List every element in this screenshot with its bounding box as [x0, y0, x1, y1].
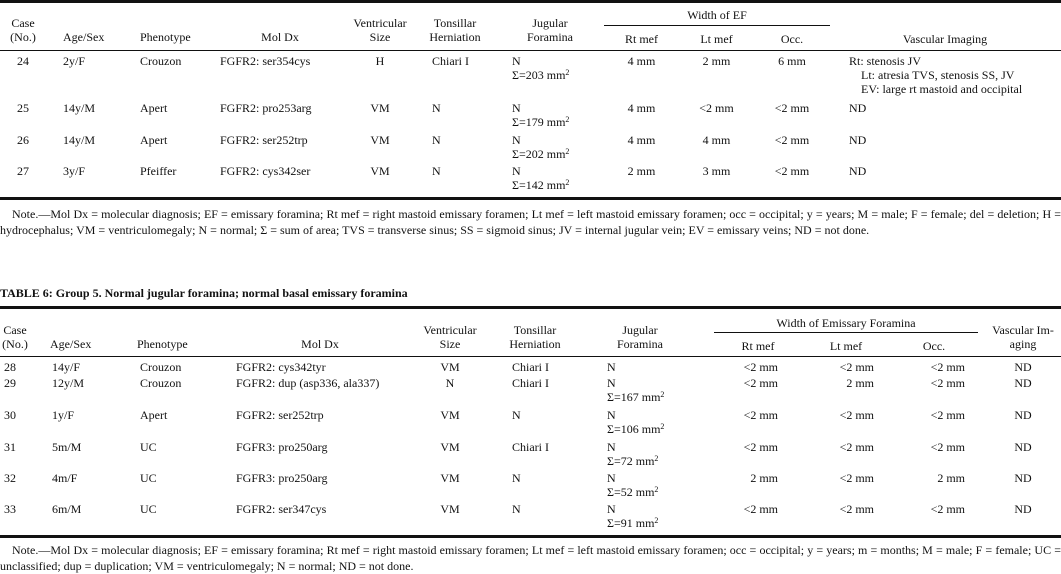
rt-mef: 4 mm: [627, 101, 656, 115]
mol-dx: FGFR2: pro253arg: [220, 101, 312, 115]
jugular-foramina: N Σ=91 $mm^2$: [607, 502, 659, 530]
lt-mef: 4 mm: [702, 133, 731, 147]
case-number: 24: [17, 54, 29, 68]
lt-mef: 3 mm: [702, 164, 731, 178]
t5-header-phenotype: Phenotype: [140, 30, 191, 44]
t6-header-width-group: Width of Emissary Foramina: [776, 316, 916, 330]
lt-mef: <2 mm: [699, 101, 734, 115]
tonsillar-herniation: N: [432, 101, 441, 115]
t5-header-width-group: Width of EF: [687, 8, 747, 22]
occ: <2 mm: [930, 360, 965, 374]
t6-header-rt-mef: Rt mef: [741, 339, 775, 353]
rt-mef: 4 mm: [627, 54, 656, 68]
phenotype: Apert: [140, 133, 168, 147]
t5-header-vascular: Vascular Imaging: [902, 32, 988, 46]
lt-mef: <2 mm: [839, 502, 874, 516]
case-number: 25: [17, 101, 29, 115]
occ: <2 mm: [930, 440, 965, 454]
tonsillar-herniation: N: [512, 471, 521, 485]
rt-mef: 2 mm: [750, 471, 778, 485]
t5-header-tonsillar: Tonsillar Herniation: [429, 16, 481, 44]
t6-header-rule: [0, 356, 1061, 357]
t6-header-ventricular: Ventricular Size: [423, 323, 477, 351]
lt-mef: <2 mm: [839, 440, 874, 454]
occ: <2 mm: [930, 408, 965, 422]
vascular-imaging: ND: [1014, 440, 1032, 454]
age-sex: 12y/M: [52, 376, 85, 390]
ventricular-size: VM: [440, 360, 460, 374]
case-number: 30: [4, 408, 16, 422]
t5-header-rt-mef: Rt mef: [625, 32, 658, 46]
vascular-imaging: ND: [1014, 376, 1032, 390]
t5-header-lt-mef: Lt mef: [700, 32, 733, 46]
vascular-imaging: ND: [1014, 471, 1032, 485]
vascular-imaging: ND: [1014, 360, 1032, 374]
t5-bottom-rule: [0, 197, 1061, 200]
ventricular-size: VM: [370, 101, 390, 115]
jugular-foramina: N: [607, 360, 616, 374]
t5-header-jugular: Jugular Foramina: [527, 16, 573, 44]
occ: <2 mm: [774, 101, 810, 115]
mol-dx: FGFR2: ser252trp: [236, 408, 324, 422]
t6-bottom-rule: [0, 535, 1061, 538]
phenotype: Crouzon: [140, 54, 182, 68]
mol-dx: FGFR2: dup (asp336, ala337): [236, 376, 380, 390]
phenotype: Apert: [140, 408, 168, 422]
occ: 2 mm: [937, 471, 965, 485]
mol-dx: FGFR3: pro250arg: [236, 471, 328, 485]
jugular-foramina: N Σ=106 $mm^2$: [607, 408, 665, 436]
mol-dx: FGFR3: pro250arg: [236, 440, 328, 454]
vascular-imaging: Rt: stenosis JV Lt: atresia TVS, stenosis SS, JV EV: large rt mastoid and occipital: [849, 54, 1023, 96]
age-sex: 5m/M: [52, 440, 82, 454]
jugular-foramina: N Σ=167 $mm^2$: [607, 376, 665, 404]
mol-dx: FGFR2: cys342tyr: [236, 360, 326, 374]
t6-header-occ: Occ.: [922, 339, 946, 353]
phenotype: Crouzon: [140, 360, 182, 374]
t6-header-vascular: Vascular Im- aging: [992, 323, 1054, 351]
jugular-foramina: N Σ=52 $mm^2$: [607, 471, 659, 499]
rt-mef: <2 mm: [743, 360, 778, 374]
ventricular-size: VM: [370, 133, 390, 147]
lt-mef: 2 mm: [846, 376, 874, 390]
t6-width-group-rule: [714, 332, 978, 333]
occ: 6 mm: [778, 54, 806, 68]
ventricular-size: VM: [440, 408, 460, 422]
rt-mef: 4 mm: [627, 133, 656, 147]
age-sex: 3y/F: [63, 164, 86, 178]
t6-header-mol-dx: Mol Dx: [301, 337, 339, 351]
mol-dx: FGFR2: ser354cys: [220, 54, 311, 68]
age-sex: 4m/F: [52, 471, 78, 485]
occ: <2 mm: [774, 164, 810, 178]
t6-top-rule: [0, 306, 1061, 309]
rt-mef: <2 mm: [743, 502, 778, 516]
ventricular-size: N: [445, 376, 455, 390]
rt-mef: <2 mm: [743, 440, 778, 454]
phenotype: UC: [140, 440, 157, 454]
vascular-imaging: ND: [849, 101, 867, 115]
rt-mef: <2 mm: [743, 408, 778, 422]
vascular-imaging: ND: [849, 164, 867, 178]
ventricular-size: H: [375, 54, 385, 68]
ventricular-size: VM: [440, 502, 460, 516]
jugular-foramina: N Σ=203 $mm^2$: [512, 54, 570, 82]
ventricular-size: VM: [440, 471, 460, 485]
tonsillar-herniation: N: [512, 502, 521, 516]
tonsillar-herniation: Chiari I: [512, 360, 549, 374]
ventricular-size: VM: [440, 440, 460, 454]
t6-note: Note.—Mol Dx = molecular diagnosis; EF = emissary foramina; Rt mef = right mastoid emissary foramen; Lt mef = left mastoid emissary foramen; occ = occipital; y = years; m = months; M = male; F = female; UC = unclassified; dup = duplication; VM = ventriculomegaly; N = normal; ND = not done.: [0, 543, 1061, 573]
tonsillar-herniation: Chiari I: [512, 376, 549, 390]
lt-mef: <2 mm: [839, 471, 874, 485]
age-sex: 6m/M: [52, 502, 82, 516]
t5-header-rule: [0, 50, 1061, 51]
t5-header-mol-dx: Mol Dx: [261, 30, 299, 44]
lt-mef: <2 mm: [839, 360, 874, 374]
lt-mef: 2 mm: [702, 54, 731, 68]
rt-mef: <2 mm: [743, 376, 778, 390]
case-number: 28: [4, 360, 16, 374]
tonsillar-herniation: N: [432, 133, 441, 147]
phenotype: UC: [140, 502, 157, 516]
t5-note: Note.—Mol Dx = molecular diagnosis; EF = emissary foramina; Rt mef = right mastoid emissary foramen; Lt mef = left mastoid emissary foramen; occ = occipital; y = years; M = male; F = female; del = deletion; H = hydrocephalus; VM = ventriculomegaly; N = normal; Σ = sum of area; TVS = transverse sinus; SS = sigmoid sinus; JV = internal jugular vein; EV = emissary veins; ND = not done.: [0, 207, 1061, 237]
occ: <2 mm: [930, 376, 965, 390]
age-sex: 14y/F: [52, 360, 81, 374]
phenotype: Crouzon: [140, 376, 182, 390]
mol-dx: FGFR2: cys342ser: [220, 164, 311, 178]
jugular-foramina: N Σ=142 $mm^2$: [512, 164, 570, 192]
t5-header-ventricular: Ventricular Size: [353, 16, 407, 44]
t6-header-lt-mef: Lt mef: [829, 339, 863, 353]
lt-mef: <2 mm: [839, 408, 874, 422]
age-sex: 2y/F: [63, 54, 86, 68]
jugular-foramina: N Σ=202 $mm^2$: [512, 133, 570, 161]
occ: <2 mm: [774, 133, 810, 147]
case-number: 29: [4, 376, 16, 390]
case-number: 32: [4, 471, 16, 485]
tonsillar-herniation: Chiari I: [512, 440, 549, 454]
tonsillar-herniation: N: [512, 408, 521, 422]
phenotype: Pfeiffer: [140, 164, 177, 178]
case-number: 33: [4, 502, 16, 516]
t6-header-phenotype: Phenotype: [137, 337, 188, 351]
case-number: 26: [17, 133, 29, 147]
t6-header-tonsillar: Tonsillar Herniation: [509, 323, 561, 351]
age-sex: 14y/M: [63, 133, 96, 147]
t5-header-occ: Occ.: [780, 32, 804, 46]
t6-header-case: Case (No.): [2, 323, 28, 351]
tonsillar-herniation: Chiari I: [432, 54, 469, 68]
t5-width-group-rule: [604, 25, 830, 26]
jugular-foramina: N Σ=72 $mm^2$: [607, 440, 659, 468]
t6-header-age-sex: Age/Sex: [50, 337, 92, 351]
mol-dx: FGFR2: ser347cys: [236, 502, 327, 516]
phenotype: UC: [140, 471, 157, 485]
case-number: 27: [17, 164, 29, 178]
phenotype: Apert: [140, 101, 168, 115]
age-sex: 1y/F: [52, 408, 75, 422]
mol-dx: FGFR2: ser252trp: [220, 133, 308, 147]
case-number: 31: [4, 440, 16, 454]
vascular-imaging: ND: [1014, 502, 1032, 516]
age-sex: 14y/M: [63, 101, 96, 115]
vascular-imaging: ND: [1014, 408, 1032, 422]
rt-mef: 2 mm: [627, 164, 656, 178]
t5-header-age-sex: Age/Sex: [63, 30, 105, 44]
t6-caption: TABLE 6: Group 5. Normal jugular foramina; normal basal emissary foramina: [0, 286, 408, 300]
t6-header-jugular: Jugular Foramina: [617, 323, 663, 351]
t5-header-case: Case (No.): [10, 16, 36, 44]
vascular-imaging: ND: [849, 133, 867, 147]
tonsillar-herniation: N: [432, 164, 441, 178]
jugular-foramina: N Σ=179 $mm^2$: [512, 101, 570, 129]
ventricular-size: VM: [370, 164, 390, 178]
table5-top-rule: [0, 0, 1061, 3]
occ: <2 mm: [930, 502, 965, 516]
